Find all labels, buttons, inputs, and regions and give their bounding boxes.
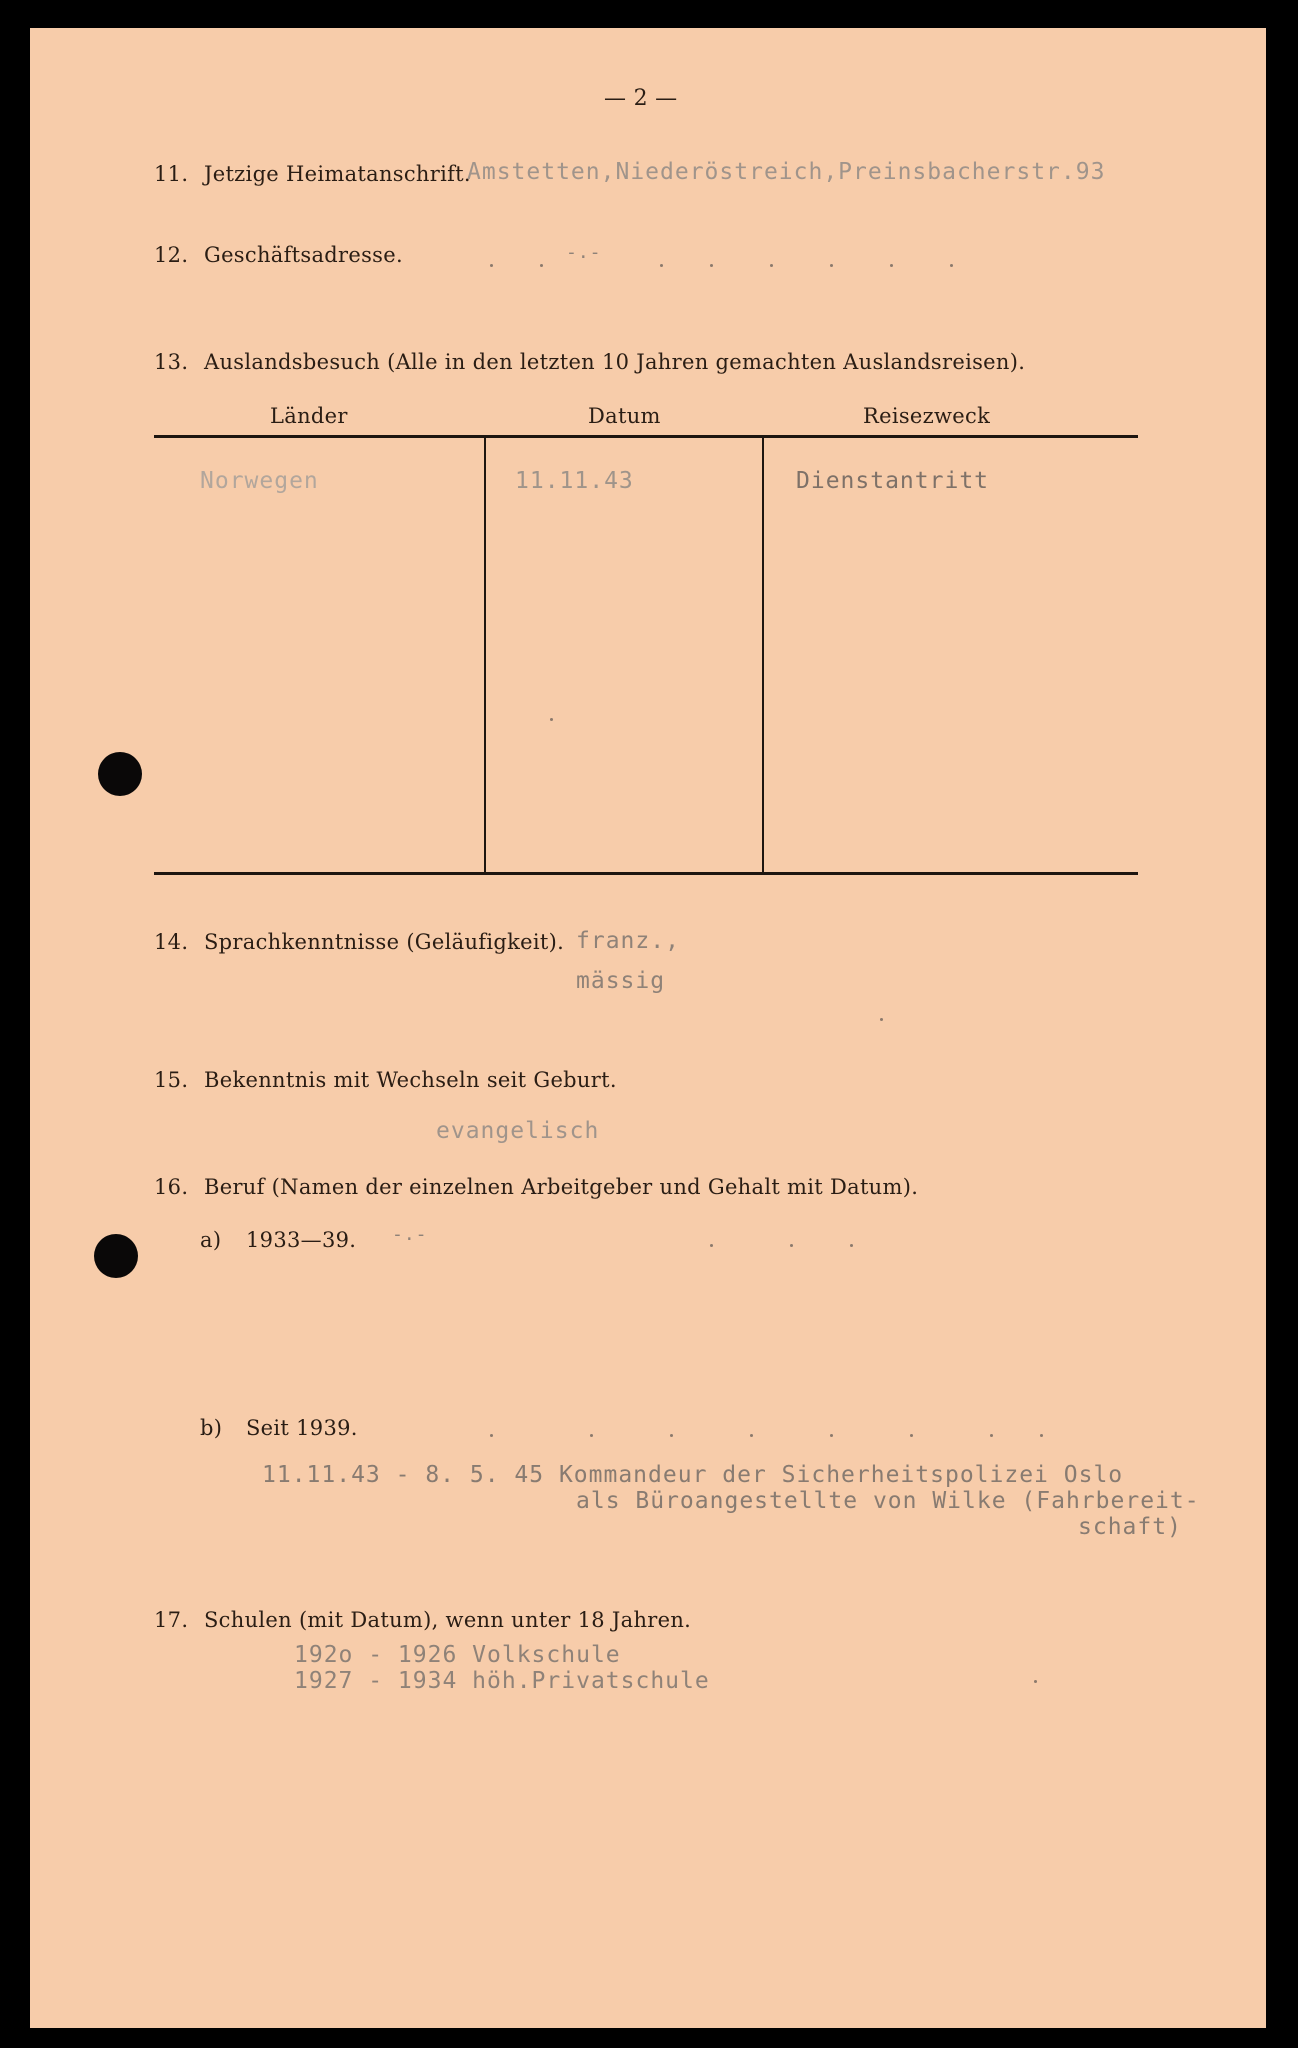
language-value: franz.,	[576, 928, 680, 954]
table-divider-1	[484, 438, 486, 872]
fill-dot	[910, 1434, 913, 1437]
fill-dot	[490, 264, 493, 267]
table-cell-land: Norwegen	[200, 468, 319, 494]
item15-number: 15.	[154, 1068, 189, 1092]
item13-number: 13.	[154, 350, 189, 374]
fill-dot	[770, 264, 773, 267]
table-bottom-rule	[154, 872, 1138, 875]
form-page	[30, 28, 1266, 2028]
language-level: mässig	[576, 968, 666, 994]
fill-dot	[670, 1434, 673, 1437]
fill-dot	[950, 264, 953, 267]
item16b-label: b)	[200, 1416, 223, 1440]
page-number: — 2 —	[604, 86, 678, 111]
item12-label: Geschäftsadresse.	[204, 243, 403, 267]
employment-line-3: schaft)	[1078, 1514, 1182, 1540]
fill-dot	[660, 264, 663, 267]
item16a-value: -.-	[392, 1224, 428, 1245]
fill-dot	[490, 1434, 493, 1437]
table-top-rule	[154, 435, 1138, 438]
table-header-laender: Länder	[270, 404, 348, 428]
fill-dot	[540, 264, 543, 267]
item11-number: 11.	[154, 162, 189, 186]
fill-dot	[830, 1434, 833, 1437]
item16-number: 16.	[154, 1175, 189, 1199]
item15-label: Bekenntnis mit Wechseln seit Geburt.	[204, 1068, 617, 1092]
item12-number: 12.	[154, 243, 189, 267]
table-divider-2	[762, 438, 764, 872]
item17-number: 17.	[154, 1608, 189, 1632]
item14-label: Sprachkenntnisse (Geläufigkeit).	[204, 930, 565, 954]
fill-dot	[790, 1244, 793, 1247]
item14-number: 14.	[154, 930, 189, 954]
fill-dot	[710, 1244, 713, 1247]
punch-hole-upper	[98, 752, 142, 796]
fill-dot	[890, 264, 893, 267]
item16a-period: 1933—39.	[246, 1228, 357, 1252]
item11-label: Jetzige Heimatanschrift.	[204, 162, 471, 186]
fill-dot	[1040, 1434, 1043, 1437]
employment-line-2: als Büroangestellte von Wilke (Fahrbereit-	[576, 1488, 1200, 1514]
item17-label: Schulen (mit Datum), wenn unter 18 Jahren.	[204, 1608, 692, 1632]
table-header-datum: Datum	[588, 404, 661, 428]
fill-dot	[990, 1434, 993, 1437]
fill-dot	[750, 1434, 753, 1437]
table-cell-datum: 11.11.43	[515, 468, 634, 494]
fill-dot	[850, 1244, 853, 1247]
school-line-1: 192o - 1926 Volkschule	[294, 1642, 621, 1668]
item13-label: Auslandsbesuch (Alle in den letzten 10 Jahren gemachten Auslandsreisen).	[204, 350, 1026, 374]
home-address-value: Amstetten,Niederöstreich,Preinsbacherstr.93	[467, 159, 1106, 185]
religion-value: evangelisch	[436, 1118, 600, 1144]
business-address-value: -.-	[566, 242, 602, 263]
fill-dot	[880, 1018, 883, 1021]
item16-label: Beruf (Namen der einzelnen Arbeitgeber und Gehalt mit Datum).	[204, 1175, 919, 1199]
punch-hole-lower	[94, 1234, 138, 1278]
table-cell-zweck: Dienstantritt	[796, 468, 990, 494]
fill-dot	[590, 1434, 593, 1437]
fill-dot	[1034, 1680, 1037, 1683]
employment-line-1: 11.11.43 - 8. 5. 45 Kommandeur der Sicherheitspolizei Oslo	[262, 1462, 1124, 1488]
school-line-2: 1927 - 1934 höh.Privatschule	[294, 1668, 710, 1694]
fill-dot	[830, 264, 833, 267]
item16a-label: a)	[200, 1228, 222, 1252]
fill-dot	[550, 718, 553, 721]
table-header-reisezweck: Reisezweck	[863, 404, 991, 428]
item16b-period: Seit 1939.	[246, 1416, 358, 1440]
fill-dot	[710, 264, 713, 267]
